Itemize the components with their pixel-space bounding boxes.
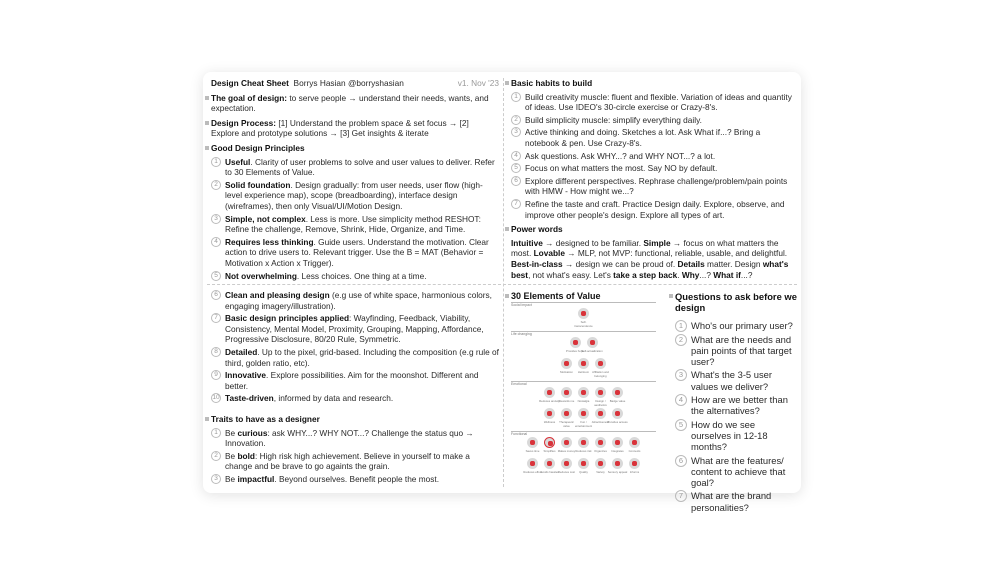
value-icon xyxy=(544,408,555,419)
power-text: matter. Design xyxy=(704,258,763,269)
elements-of-value-pyramid xyxy=(511,302,656,482)
value-icon xyxy=(595,437,606,448)
item-description: Ask questions. Ask WHY...? and WHY NOT...? a lot. xyxy=(525,150,716,161)
value-label: Reduces anxiety xyxy=(539,399,560,403)
value-icon xyxy=(595,458,606,469)
level-emotional: Emotional xyxy=(511,381,656,386)
number-badge: 10 xyxy=(212,394,220,402)
item-keyword: impactful xyxy=(237,473,275,484)
number-badge: 7 xyxy=(511,199,521,209)
item-text xyxy=(525,151,715,162)
value-label: Informs xyxy=(629,470,640,474)
list-item xyxy=(675,320,797,332)
item-keyword: Taste-driven xyxy=(225,393,274,404)
item-text xyxy=(525,115,702,126)
item-keyword: Clean and pleasing design xyxy=(225,290,330,300)
level-social-impact: Social impact xyxy=(511,302,656,307)
value-label: Provides hope xyxy=(566,349,584,353)
number-badge: 2 xyxy=(511,115,521,125)
item-text xyxy=(691,394,797,417)
item-text xyxy=(525,163,717,174)
principles-list-continued xyxy=(211,290,499,404)
list-item xyxy=(211,428,499,449)
number-badge: 3 xyxy=(675,369,687,381)
list-item xyxy=(511,163,795,174)
item-description: Build creativity muscle: fluent and flexible. Variation of ideas and quantity of ideas. Use IDEO's 30-circle exercise or Crazy-8's. xyxy=(525,91,792,113)
power-word: take a step back xyxy=(613,269,678,280)
item-text xyxy=(691,334,797,368)
item-text xyxy=(225,370,499,391)
habits-list xyxy=(511,92,795,221)
process-section: Design Process: [1] Understand the problem space & set focus → [2] Explore and prototype solutions → [3] Get insights & iterate xyxy=(211,118,499,139)
value-icon xyxy=(587,337,598,348)
value-icon xyxy=(544,387,555,398)
list-item xyxy=(511,115,795,126)
vertical-divider xyxy=(503,78,504,487)
item-description: Refine the taste and craft. Practice Design daily. Explore, observe, and improve other people's design. Explore all types of art. xyxy=(525,198,785,220)
value-label: Therapeutic value xyxy=(559,420,574,428)
value-label: Fun / entertainment xyxy=(574,420,593,428)
power-word: what's best xyxy=(511,258,789,280)
item-text xyxy=(225,393,393,404)
item-text xyxy=(225,237,499,269)
value-label: Reduces risk xyxy=(575,449,592,453)
item-description: (e.g use of white space, harmonious colors, engaging imagery/illustration). xyxy=(225,290,492,311)
item-keyword: curious xyxy=(237,427,268,438)
number-badge: 2 xyxy=(211,180,221,190)
list-item xyxy=(675,369,797,392)
traits-list xyxy=(211,428,499,485)
value-label: Provides access xyxy=(607,420,628,424)
item-keyword: Useful xyxy=(225,156,251,167)
power-word: Why xyxy=(681,269,700,280)
number-badge: 9 xyxy=(211,370,221,380)
value-label: Self-transcendence xyxy=(574,320,593,328)
item-description: What are the needs and pain points of that target user? xyxy=(691,333,792,368)
questions-list xyxy=(675,320,797,513)
item-text xyxy=(691,490,797,513)
item-text xyxy=(225,214,499,235)
power-word: What if xyxy=(713,269,741,280)
item-keyword: Solid foundation xyxy=(225,179,291,190)
number-badge: 1 xyxy=(511,92,521,102)
value-icon xyxy=(578,358,589,369)
item-description: . Less is more. Use simplicity method RESHOT: Refine the challenge, Remove, Shrink, Hide, Organize, and Time. xyxy=(225,213,481,235)
value-icon xyxy=(570,337,581,348)
value-label: Heirloom xyxy=(577,370,590,374)
value-icon xyxy=(612,458,623,469)
item-description: . Less choices. One thing at a time. xyxy=(296,270,427,281)
list-item xyxy=(675,334,797,368)
value-label: Connects xyxy=(628,449,641,453)
list-item xyxy=(211,474,499,485)
cheat-sheet-card xyxy=(203,72,801,513)
value-icon xyxy=(578,387,589,398)
value-icon xyxy=(561,458,572,469)
item-text xyxy=(225,290,499,311)
item-text xyxy=(691,455,797,489)
item-description: : Wayfinding, Feedback, Viability, Consistency, Mental Model, Proximity, Grouping, Mapping, Affordance, Progressive Disclosure, 80/20 Rule, Symmetric. xyxy=(225,313,484,345)
goal-section: The goal of design: to serve people → understand their needs, wants, and expectation. xyxy=(211,93,499,114)
horizontal-divider xyxy=(207,284,797,285)
value-label: Simplifies xyxy=(543,449,556,453)
value-label: Organizes xyxy=(594,449,607,453)
power-words-heading: Power words xyxy=(511,224,795,235)
value-label: Quality xyxy=(579,470,588,474)
principles-heading: Good Design Principles xyxy=(211,143,499,154)
item-keyword: Innovative xyxy=(225,370,267,381)
list-item xyxy=(211,290,499,311)
item-description: What's the 3-5 user values we deliver? xyxy=(691,369,772,392)
number-badge: 7 xyxy=(675,490,687,502)
list-item xyxy=(511,151,795,162)
value-label: Makes money xyxy=(557,449,576,453)
number-badge: 6 xyxy=(511,176,521,186)
value-icon xyxy=(544,437,555,448)
number-badge: 6 xyxy=(675,455,687,467)
item-text xyxy=(225,180,499,212)
value-icon xyxy=(629,437,640,448)
number-badge: 1 xyxy=(211,157,221,167)
power-word: Simple xyxy=(643,237,671,248)
value-label: Nostalgia xyxy=(577,399,590,403)
number-badge: 1 xyxy=(675,320,687,332)
questions-heading: Questions to ask before we design xyxy=(675,291,797,314)
item-description: : ask WHY...? WHY NOT...? Challenge the status quo → Innovation. xyxy=(225,427,474,449)
number-badge: 8 xyxy=(211,347,221,357)
header xyxy=(211,78,499,89)
item-keyword: Detailed xyxy=(225,346,258,357)
item-description: , informed by data and research. xyxy=(273,393,394,404)
list-item xyxy=(511,199,795,220)
number-badge: 3 xyxy=(511,127,521,137)
item-text xyxy=(525,199,795,220)
value-icon xyxy=(578,408,589,419)
item-text xyxy=(225,271,427,282)
power-word: Intuitive xyxy=(511,237,543,248)
list-item xyxy=(211,313,499,345)
list-item xyxy=(211,370,499,391)
item-text xyxy=(525,92,795,113)
list-item xyxy=(211,347,499,368)
number-badge: 5 xyxy=(211,271,221,281)
power-text: → focus on what matters the most. xyxy=(511,237,779,259)
questions-section xyxy=(675,291,797,515)
list-item xyxy=(211,237,499,269)
item-description: : High risk high achievement. Believe in yourself to make a change and be brave to go againts the grain. xyxy=(225,450,470,472)
value-icon xyxy=(527,437,538,448)
item-keyword: Simple, not complex xyxy=(225,213,306,224)
value-label: Integrates xyxy=(611,449,624,453)
value-label: Avoids hassles xyxy=(540,470,559,474)
value-label: Saves time xyxy=(525,449,540,453)
list-item xyxy=(511,176,795,197)
item-description: . Guide users. Understand the motivation. Clear action to drive users to. Relevant trigger. Use the B = MAT (Behavior = Motivation x Action x Trigger). xyxy=(225,236,489,268)
list-item xyxy=(211,180,499,212)
value-label: Sensory appeal xyxy=(607,470,628,474)
value-icon xyxy=(595,387,606,398)
item-text xyxy=(525,176,795,197)
item-description: . Beyond ourselves. Benefit people the most. xyxy=(274,473,440,484)
value-icon xyxy=(527,458,538,469)
item-description: . Explore possibilities. Aim for the moonshot. Different and better. xyxy=(225,370,479,391)
number-badge: 5 xyxy=(675,419,687,431)
item-text xyxy=(691,320,793,332)
value-label: Attractiveness xyxy=(591,420,610,424)
number-badge: 1 xyxy=(211,428,221,438)
value-label: Motivation xyxy=(560,370,573,374)
list-item xyxy=(211,157,499,178)
item-description: Explore different perspectives. Rephrase challenge/problem/pain points with HMW - How might we...? xyxy=(525,175,788,197)
list-item xyxy=(511,127,795,148)
item-keyword: Not overwhelming xyxy=(225,270,297,281)
item-text xyxy=(525,127,795,148)
value-icon xyxy=(561,408,572,419)
value-label: Design / aesthetics xyxy=(594,399,607,407)
item-text xyxy=(225,428,499,449)
item-description: What are the features/ content to achieve that goal? xyxy=(691,454,786,489)
list-item xyxy=(675,394,797,417)
value-label: Badge value xyxy=(609,399,626,403)
item-prefix: Be xyxy=(225,427,238,438)
value-icon xyxy=(561,437,572,448)
item-text xyxy=(225,347,499,368)
item-keyword: Requires less thinking xyxy=(225,236,314,247)
number-badge: 3 xyxy=(211,214,221,224)
power-words-text xyxy=(511,238,795,280)
value-label: Wellness xyxy=(543,420,556,424)
item-description: . Up to the pixel, grid-based. Including the composition (e.g rule of third, golden ratio, etc). xyxy=(225,346,499,368)
power-text: → design we can be proud of. xyxy=(562,258,678,269)
value-icon xyxy=(629,458,640,469)
item-keyword: bold xyxy=(237,450,255,461)
top-right-quadrant xyxy=(511,78,795,280)
item-text xyxy=(691,369,797,392)
value-icon xyxy=(561,358,572,369)
item-description: Build simplicity muscle: simplify everything daily. xyxy=(525,114,702,125)
item-description: What are the brand personalities? xyxy=(691,490,772,513)
list-item xyxy=(211,271,499,282)
number-badge: 4 xyxy=(511,151,521,161)
level-life-changing: Life changing xyxy=(511,331,656,336)
number-badge: 6 xyxy=(211,290,221,300)
doc-title: Design Cheat Sheet xyxy=(211,78,289,88)
list-item xyxy=(211,451,499,472)
power-text: → MLP, not MVP: functional, reliable, usable, and delightful. xyxy=(564,248,788,259)
item-text xyxy=(225,451,499,472)
power-word: Best-in-class xyxy=(511,258,563,269)
item-prefix: Be xyxy=(225,450,238,461)
value-icon xyxy=(578,458,589,469)
value-icon xyxy=(612,437,623,448)
value-icon xyxy=(612,408,623,419)
value-label: Variety xyxy=(596,470,605,474)
number-badge: 4 xyxy=(211,237,221,247)
item-description: . Clarity of user problems to solve and user values to deliver. Refer to 30 Elements of Value. xyxy=(225,156,495,178)
item-prefix: Be xyxy=(225,473,238,484)
power-text: ...? xyxy=(699,269,714,280)
list-item xyxy=(511,92,795,113)
value-icon xyxy=(595,358,606,369)
item-description: How are we better than the alternatives? xyxy=(691,394,788,417)
value-icon xyxy=(612,387,623,398)
item-text xyxy=(225,474,439,485)
item-text xyxy=(225,313,499,345)
value-icon xyxy=(595,408,606,419)
list-item xyxy=(211,214,499,235)
item-description: How do we see ourselves in 12-18 months? xyxy=(691,418,768,453)
item-keyword: Basic design principles applied xyxy=(225,313,350,324)
power-word: Details xyxy=(677,258,705,269)
power-text: ...? xyxy=(740,269,753,280)
value-icon xyxy=(578,308,589,319)
value-icon xyxy=(561,387,572,398)
number-badge: 3 xyxy=(211,474,221,484)
number-badge: 7 xyxy=(211,313,221,323)
level-functional: Functional xyxy=(511,431,656,436)
power-text: . xyxy=(677,269,682,280)
item-description: . Design gradually: from user needs, user flow (high-level experience map), scope (breadboarding), interface design (wireframes), then only Visual/UI/Motion Design. xyxy=(225,179,483,211)
version: v1. Nov '23 xyxy=(457,78,499,88)
traits-heading: Traits to have as a designer xyxy=(211,414,499,425)
value-label: Rewards me xyxy=(558,399,575,403)
item-description: Who's our primary user? xyxy=(691,319,793,331)
item-description: Active thinking and doing. Sketches a lot. Ask What if...? Bring a notebook & pen. Use Crazy-8's. xyxy=(525,127,761,148)
power-text: , not what's easy. Let's xyxy=(528,269,614,280)
elements-heading: 30 Elements of Value xyxy=(511,291,661,302)
number-badge: 4 xyxy=(675,394,687,406)
author: Borrys Hasian @borryshasian xyxy=(293,78,404,88)
value-label: Reduces effort xyxy=(523,470,542,474)
item-description: Focus on what matters the most. Say NO by default. xyxy=(525,163,718,174)
power-word: Lovable xyxy=(533,248,565,259)
list-item xyxy=(675,455,797,489)
power-text: → designed to be familiar. xyxy=(542,237,644,248)
list-item xyxy=(211,393,499,404)
value-label: Reduces cost xyxy=(558,470,575,474)
number-badge: 2 xyxy=(211,451,221,461)
list-item xyxy=(675,490,797,513)
top-left-quadrant xyxy=(211,78,499,283)
value-label: Self-actualization xyxy=(581,349,603,353)
number-badge: 5 xyxy=(511,163,521,173)
value-icon xyxy=(578,437,589,448)
number-badge: 2 xyxy=(675,334,687,346)
value-label: Affiliation and belonging xyxy=(592,370,609,378)
principles-list xyxy=(211,157,499,282)
value-icon xyxy=(544,458,555,469)
list-item xyxy=(675,419,797,453)
bottom-left-quadrant xyxy=(211,290,499,487)
habits-heading: Basic habits to build xyxy=(511,78,795,89)
item-text xyxy=(691,419,797,453)
item-text xyxy=(225,157,499,178)
